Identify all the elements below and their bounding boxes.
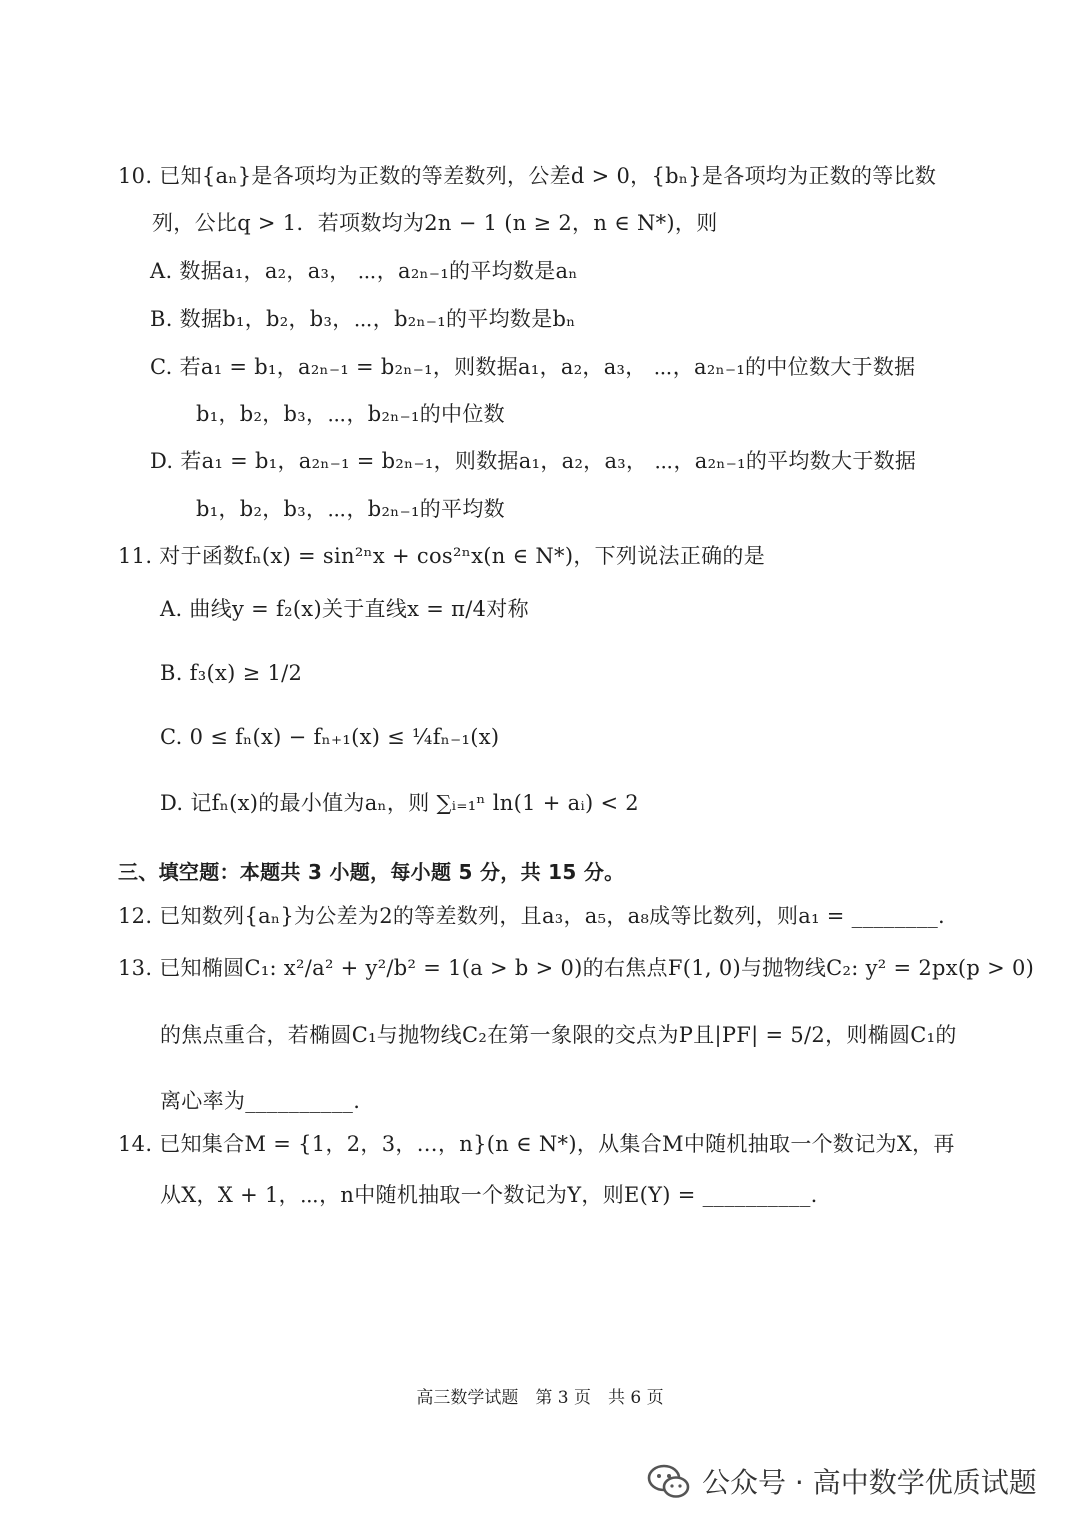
q10-option-c-line1: C. 若a₁ = b₁，a₂ₙ₋₁ = b₂ₙ₋₁，则数据a₁，a₂，a₃， ⋯，a₂ₙ₋₁的中位数大于数据	[150, 355, 916, 379]
q14-line2: 从X，X + 1，⋯，n中随机抽取一个数记为Y，则E(Y) = __________.	[160, 1183, 818, 1207]
watermark	[646, 1457, 1037, 1505]
q11-option-d: D. 记fₙ(x)的最小值为aₙ，则 ∑ᵢ₌₁ⁿ ln(1 + aᵢ) < 2	[160, 791, 639, 815]
q11-stem: 11. 对于函数fₙ(x) = sin²ⁿx + cos²ⁿx(n ∈ N*)，下列说法正确的是	[118, 544, 766, 568]
q10-option-d-line1: D. 若a₁ = b₁，a₂ₙ₋₁ = b₂ₙ₋₁，则数据a₁，a₂，a₃， ⋯，a₂ₙ₋₁的平均数大于数据	[150, 449, 917, 473]
watermark-text: 公众号 · 高中数学优质试题	[702, 1466, 1037, 1499]
q11-option-a: A. 曲线y = f₂(x)关于直线x = π/4对称	[160, 597, 529, 621]
page-footer: 高三数学试题 第 3 页 共 6 页	[416, 1388, 664, 1408]
q10-option-b: B. 数据b₁，b₂，b₃，⋯，b₂ₙ₋₁的平均数是bₙ	[150, 307, 576, 331]
q10-stem-line2: 列，公比q > 1．若项数均为2n − 1 (n ≥ 2，n ∈ N*)，则	[152, 211, 718, 235]
q11-option-c: C. 0 ≤ fₙ(x) − fₙ₊₁(x) ≤ ¼fₙ₋₁(x)	[160, 725, 500, 749]
q13-line1: 13. 已知椭圆C₁: x²/a² + y²/b² = 1(a > b > 0)的右焦点F(1, 0)与抛物线C₂: y² = 2px(p > 0)	[118, 956, 1035, 980]
q14-line1: 14. 已知集合M = {1，2，3，…，n}(n ∈ N*)，从集合M中随机抽取一个数记为X，再	[118, 1132, 955, 1156]
q12-stem: 12. 已知数列{aₙ}为公差为2的等差数列，且a₃，a₅，a₈成等比数列，则a₁ = ________.	[118, 904, 946, 928]
q11-option-b: B. f₃(x) ≥ 1/2	[160, 661, 303, 685]
wechat-icon	[646, 1462, 692, 1500]
q10-stem-line1: 10. 已知{aₙ}是各项均为正数的等差数列，公差d > 0，{bₙ}是各项均为正数的等比数	[118, 164, 937, 188]
section-three-heading: 三、填空题：本题共 3 小题，每小题 5 分，共 15 分。	[118, 860, 625, 884]
q10-option-d-line2: b₁，b₂，b₃，⋯，b₂ₙ₋₁的平均数	[196, 497, 505, 521]
q13-line2: 的焦点重合，若椭圆C₁与抛物线C₂在第一象限的交点为P且|PF| = 5/2，则椭圆C₁的	[160, 1023, 957, 1047]
q10-option-a: A. 数据a₁，a₂，a₃， ⋯，a₂ₙ₋₁的平均数是aₙ	[150, 259, 578, 283]
q10-option-c-line2: b₁，b₂，b₃，⋯，b₂ₙ₋₁的中位数	[196, 402, 505, 426]
q13-line3: 离心率为__________.	[160, 1089, 361, 1113]
